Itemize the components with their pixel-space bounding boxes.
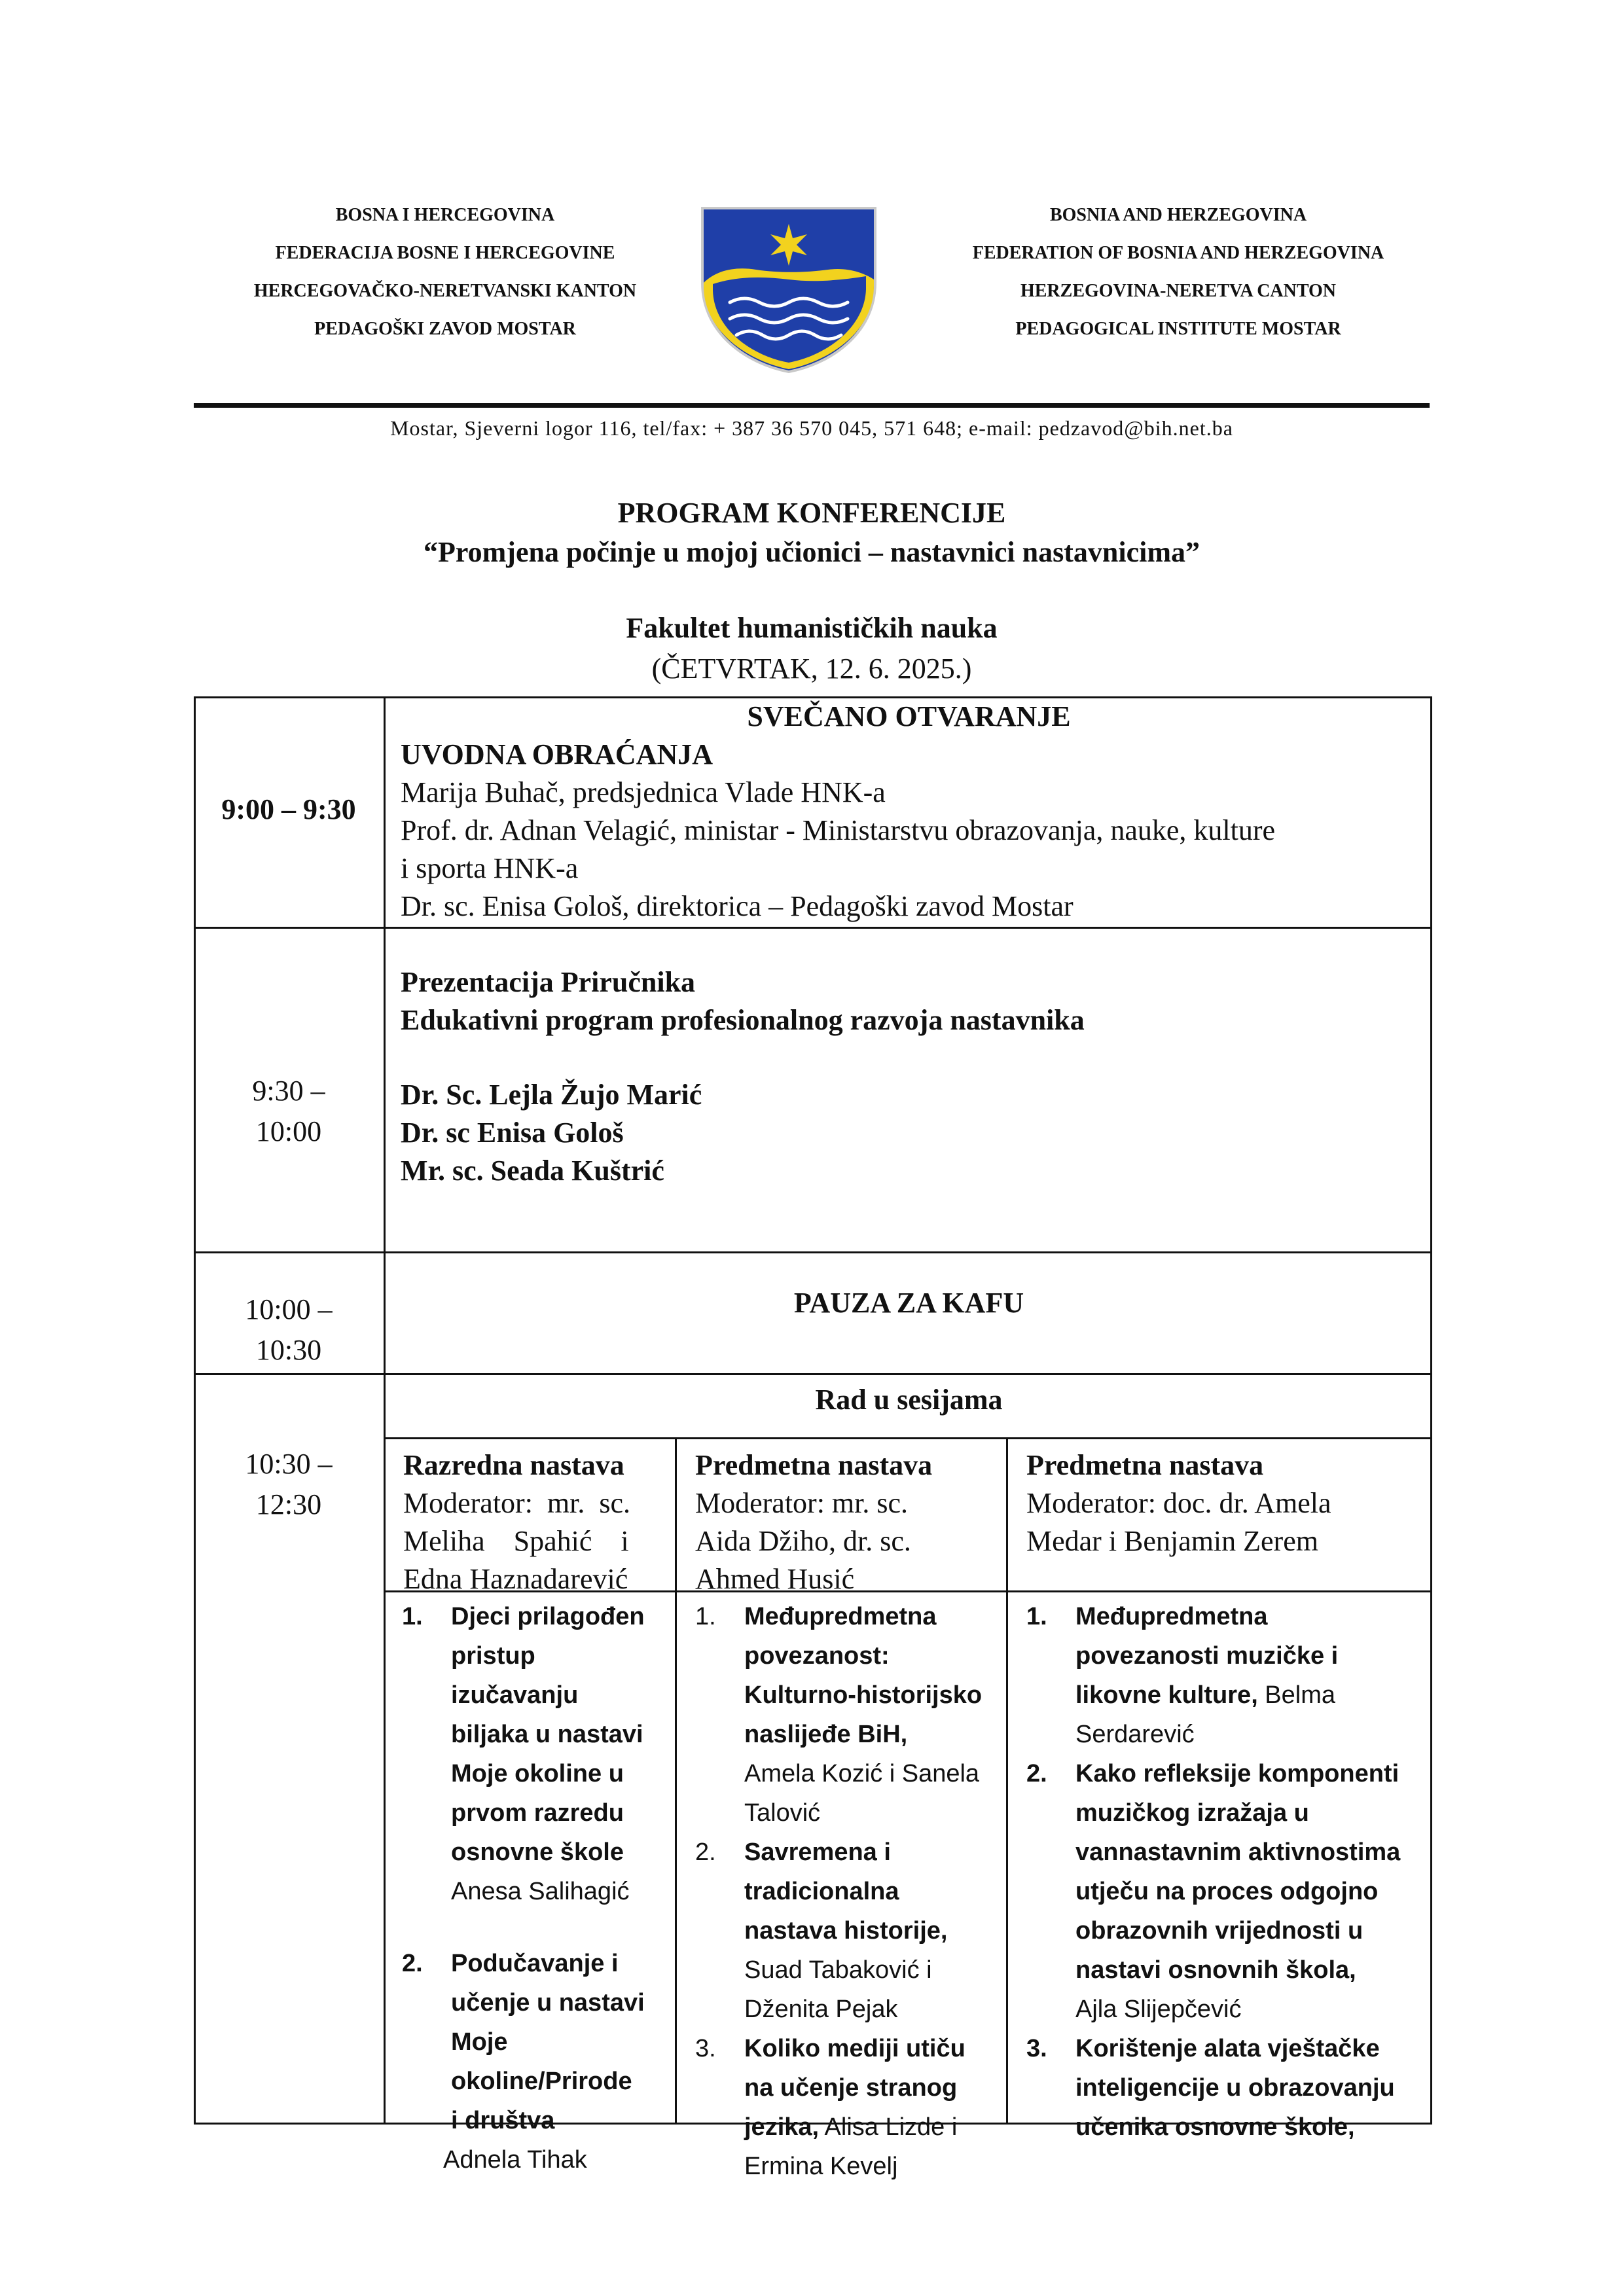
talk-title: učenje u nastavi	[451, 1989, 645, 2017]
session-moderator: Moderator: doc. dr. Amela	[1026, 1487, 1331, 1519]
header-right-line: BOSNIA AND HERZEGOVINA	[1049, 205, 1307, 225]
program-subtitle: “Promjena počinje u mojoj učionici – nastavnici nastavnicima”	[424, 536, 1200, 568]
venue: Fakultet humanističkih nauka	[626, 612, 998, 644]
talk-title: Korištenje alata vještačke	[1075, 2035, 1380, 2062]
talk-list-col3	[1026, 1597, 1426, 2147]
session-moderator: Edna Haznadarević	[403, 1563, 628, 1595]
session-moderator: Moderator: mr. sc.	[695, 1487, 909, 1519]
talk-title: nastava historije,	[744, 1917, 948, 1945]
session-moderator: Medar i Benjamin Zerem	[1026, 1525, 1318, 1557]
talk-title: Kulturno-historijsko	[744, 1681, 983, 1709]
talk-title: jezika,	[744, 2113, 820, 2141]
header-divider	[194, 403, 1430, 408]
talk-title: obrazovnih vrijednosti u	[1075, 1917, 1363, 1945]
talk-title: vannastavnim aktivnostima	[1075, 1839, 1401, 1866]
canton-crest-logo	[697, 204, 880, 374]
opening-line: i sporta HNK-a	[401, 852, 579, 884]
header-left-block	[196, 196, 694, 348]
handbook-time: 9:30 – 10:00	[252, 1075, 325, 1147]
talk-title: Moje okoline u	[451, 1760, 624, 1787]
opening-time: 9:00 – 9:30	[221, 793, 356, 825]
talk-authors: Alisa Lizde i	[819, 2113, 958, 2141]
talk-item: 1. Međupredmetna povezanost: Kulturno-historijsko naslijeđe BiH, Amela Kozić i Sanela Talović	[695, 1597, 1003, 1833]
header-right-line: HERZEGOVINA-NERETVA CANTON	[1020, 281, 1337, 301]
session-moderator: Aida Džiho, dr. sc.	[695, 1525, 911, 1557]
sessions-time: 10:30 – 12:30	[245, 1448, 333, 1520]
session-column-razredna	[403, 1446, 665, 1598]
session-moderator: Moderator: mr. sc.	[403, 1487, 631, 1519]
talk-title: i društva	[451, 2107, 555, 2134]
opening-line: Prof. dr. Adnan Velagić, ministar - Ministarstvu obrazovanja, nauke, kulture	[401, 814, 1276, 846]
talk-title: osnovne škole	[451, 1839, 624, 1866]
talk-title: Savremena i	[744, 1839, 891, 1866]
opening-line: Marija Buhač, predsjednica Vlade HNK-a	[401, 776, 886, 808]
talk-title: nastavi osnovnih škola,	[1075, 1956, 1356, 1984]
opening-content	[401, 736, 1422, 925]
opening-heading: SVEČANO OTVARANJE	[747, 700, 1071, 732]
break-time: 10:00 – 10:30	[245, 1293, 333, 1366]
talk-item: 2. Kako refleksije komponenti muzičkog izražaja u vannastavnim aktivnostima utječu na proces odgojno obrazovnih vrijednosti u nastavi osnovnih škola, Ajla Slijepčević	[1026, 1754, 1426, 2029]
talk-title: Međupredmetna	[1075, 1603, 1268, 1630]
talk-title: tradicionalna	[744, 1878, 899, 1905]
talk-title: Djeci prilagođen	[451, 1603, 645, 1630]
talk-title: Međupredmetna	[744, 1603, 937, 1630]
opening-subheading: UVODNA OBRAĆANJA	[401, 738, 713, 770]
header-left-line: BOSNA I HERCEGOVINA	[335, 205, 555, 225]
talk-title: na učenje stranog	[744, 2074, 958, 2102]
talk-title: utječu na proces odgojno	[1075, 1878, 1379, 1905]
session-column-predmetna-2	[1026, 1446, 1426, 1560]
talk-authors: Amela Kozić i Sanela	[744, 1760, 980, 1787]
talk-title: prvom razredu	[451, 1799, 624, 1827]
talk-authors: Adnela Tihak	[443, 2146, 587, 2174]
talk-title: inteligencije u obrazovanju	[1075, 2074, 1395, 2102]
header-left-line: PEDAGOŠKI ZAVOD MOSTAR	[314, 319, 576, 339]
talk-item: 1. Međupredmetna povezanosti muzičke i likovne kulture, Belma Serdarević	[1026, 1597, 1426, 1754]
talk-item: 3. Korištenje alata vještačke inteligencije u obrazovanju učenika osnovne škole,	[1026, 2029, 1426, 2147]
handbook-program: Edukativni program profesionalnog razvoja nastavnika	[401, 1004, 1085, 1036]
talk-title: naslijeđe BiH,	[744, 1721, 908, 1748]
talk-authors: Serdarević	[1075, 1721, 1195, 1748]
sessions-label: Rad u sesijama	[815, 1384, 1003, 1416]
handbook-content	[401, 963, 1422, 1190]
talk-authors: Belma	[1257, 1681, 1336, 1709]
talk-title: muzičkog izražaja u	[1075, 1799, 1309, 1827]
header-left-line: HERCEGOVAČKO-NERETVANSKI KANTON	[253, 281, 637, 301]
talk-title: biljaka u nastavi	[451, 1721, 643, 1748]
talk-authors: Ermina Kevelj	[744, 2153, 898, 2180]
talk-authors: Talović	[744, 1799, 821, 1827]
talk-authors: Ajla Slijepčević	[1075, 1996, 1242, 2023]
talk-list-col2	[695, 1597, 1003, 2186]
talk-title: Podučavanje i	[451, 1950, 619, 1977]
talk-title: Koliko mediji utiču	[744, 2035, 965, 2062]
session-title: Razredna nastava	[403, 1449, 624, 1481]
talk-item: 3. Koliko mediji utiču na učenje stranog jezika, Alisa Lizde i Ermina Kevelj	[695, 2029, 1003, 2186]
program-title: PROGRAM KONFERENCIJE	[617, 497, 1006, 529]
header-right-block	[910, 196, 1447, 348]
talk-authors: Suad Tabaković i	[744, 1956, 932, 1984]
talk-list-col1	[402, 1597, 670, 2179]
contact-address: Mostar, Sjeverni logor 116, tel/fax: + 387 36 570 045, 571 648; e-mail: pedzavod@bih.net.ba	[390, 416, 1233, 440]
talk-title: Moje	[451, 2028, 508, 2056]
handbook-author: Dr. Sc. Lejla Žujo Marić	[401, 1079, 702, 1111]
session-moderator: Meliha Spahić i	[403, 1525, 629, 1557]
opening-line: Dr. sc. Enisa Gološ, direktorica – Pedagoški zavod Mostar	[401, 890, 1074, 922]
handbook-title: Prezentacija Priručnika	[401, 966, 696, 998]
session-title: Predmetna nastava	[695, 1449, 933, 1481]
talk-authors: Anesa Salihagić	[451, 1878, 630, 1905]
session-moderator: Ahmed Husić	[695, 1563, 855, 1595]
talk-item: 2. Podučavanje i učenje u nastavi Moje okoline/Prirode i društva Adnela Tihak	[402, 1944, 670, 2179]
talk-title: učenika osnovne škole,	[1075, 2113, 1355, 2141]
talk-authors: Dženita Pejak	[744, 1996, 898, 2023]
talk-title: pristup	[451, 1642, 535, 1670]
event-date: (ČETVRTAK, 12. 6. 2025.)	[651, 653, 972, 685]
talk-title: okoline/Prirode	[451, 2068, 632, 2095]
talk-title: povezanost:	[744, 1642, 890, 1670]
break-label: PAUZA ZA KAFU	[793, 1287, 1024, 1319]
talk-item: 1. Djeci prilagođen pristup izučavanju biljaka u nastavi Moje okoline u prvom razredu osnovne škole Anesa Salihagić	[402, 1597, 670, 1911]
session-title: Predmetna nastava	[1026, 1449, 1264, 1481]
header-left-line: FEDERACIJA BOSNE I HERCEGOVINE	[275, 243, 615, 263]
handbook-author: Mr. sc. Seada Kuštrić	[401, 1155, 664, 1187]
session-column-predmetna-1	[695, 1446, 996, 1598]
talk-title: Kako refleksije komponenti	[1075, 1760, 1399, 1787]
handbook-author: Dr. sc Enisa Gološ	[401, 1117, 624, 1149]
talk-item: 2. Savremena i tradicionalna nastava historije, Suad Tabaković i Dženita Pejak	[695, 1833, 1003, 2029]
header-right-line: FEDERATION OF BOSNIA AND HERZEGOVINA	[972, 243, 1384, 263]
talk-title: likovne kulture,	[1075, 1681, 1258, 1709]
talk-title: povezanosti muzičke i	[1075, 1642, 1339, 1670]
talk-title: izučavanju	[451, 1681, 579, 1709]
header-right-line: PEDAGOGICAL INSTITUTE MOSTAR	[1015, 319, 1341, 339]
